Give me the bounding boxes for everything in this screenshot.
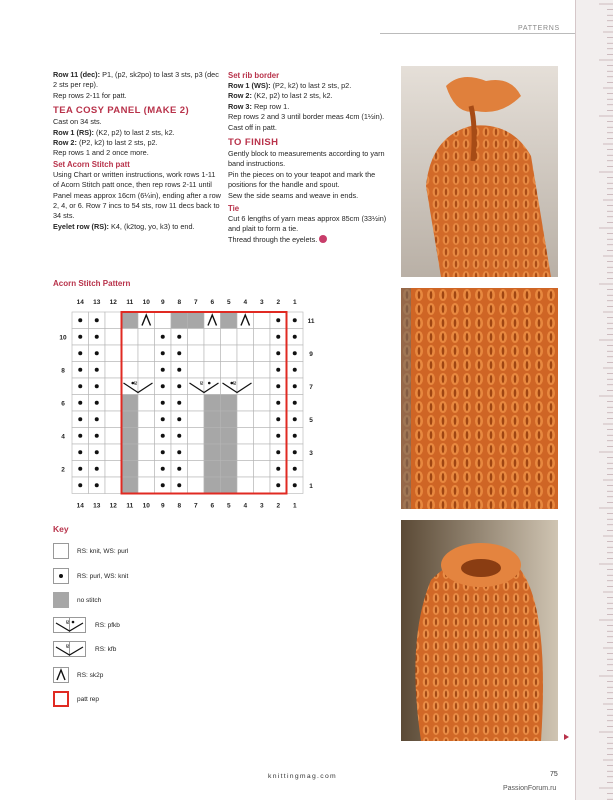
chart-cell xyxy=(105,395,122,412)
chart-cell xyxy=(138,345,155,362)
chart-row-number-right: 11 xyxy=(307,317,315,325)
rep-rows-instruction: Rep rows 1 and 2 once more. xyxy=(53,148,149,158)
purl-dot xyxy=(78,351,82,355)
key-item-knit: RS: knit, WS: purl xyxy=(53,543,128,559)
purl-dot xyxy=(78,318,82,322)
purl-dot xyxy=(276,417,280,421)
purl-dot xyxy=(78,483,82,487)
page-arrow-icon xyxy=(564,734,569,740)
chart-cell xyxy=(254,428,271,445)
chart-cell xyxy=(221,345,238,362)
purl-dot xyxy=(95,368,99,372)
chart-cell xyxy=(204,477,221,494)
key-item-kfb: ɐ RS: kfb xyxy=(53,641,116,657)
chart-cell xyxy=(237,345,254,362)
chart-cell xyxy=(221,312,238,329)
chart-cell xyxy=(221,395,238,412)
chart-cell xyxy=(138,362,155,379)
photo-tea-cosy-gathered xyxy=(401,520,558,741)
chart-row-number-left: 8 xyxy=(61,367,65,375)
purl-dot xyxy=(95,434,99,438)
chart-cell xyxy=(254,461,271,478)
chart-cell xyxy=(204,428,221,445)
chart-cell xyxy=(204,378,221,395)
acorn-stitch-chart xyxy=(50,294,340,516)
key-item-purl: RS: purl, WS: knit xyxy=(53,568,128,584)
purl-dot xyxy=(95,318,99,322)
purl-dot xyxy=(177,335,181,339)
purl-symbol xyxy=(53,568,69,584)
chart-cell xyxy=(122,312,139,329)
purl-dot xyxy=(95,450,99,454)
chart-cell xyxy=(237,461,254,478)
rib-border-heading: Set rib border xyxy=(228,71,280,80)
purl-dot xyxy=(293,318,297,322)
chart-row-number-left: 10 xyxy=(59,334,67,342)
chart-cell xyxy=(138,461,155,478)
purl-dot xyxy=(177,384,181,388)
purl-dot xyxy=(161,417,165,421)
chart-cell xyxy=(171,312,188,329)
cast-on-instruction: Cast on 34 sts. xyxy=(53,117,102,127)
purl-dot xyxy=(177,351,181,355)
photo-tea-cosy-ribs xyxy=(401,288,558,509)
set-acorn-heading: Set Acorn Stitch patt xyxy=(53,159,130,169)
photo-tea-cosy-top xyxy=(401,66,558,277)
chart-cell xyxy=(105,411,122,428)
chart-cell xyxy=(221,477,238,494)
pfkb-dot xyxy=(131,382,134,385)
chart-cell xyxy=(105,461,122,478)
chart-cell xyxy=(204,329,221,346)
chart-cell xyxy=(122,329,139,346)
chart-col-number-top: 6 xyxy=(210,299,215,306)
chart-cell xyxy=(138,378,155,395)
chart-cell xyxy=(188,329,205,346)
purl-dot xyxy=(293,434,297,438)
chart-cell xyxy=(122,411,139,428)
chart-row-number-right: 1 xyxy=(309,482,313,490)
purl-dot xyxy=(161,467,165,471)
increase-loop: ɐ xyxy=(233,381,237,387)
purl-dot xyxy=(276,401,280,405)
chart-cell xyxy=(122,428,139,445)
purl-dot xyxy=(161,335,165,339)
chart-cell xyxy=(237,378,254,395)
panel-heading: TEA COSY PANEL (MAKE 2) xyxy=(53,105,190,117)
chart-cell xyxy=(204,411,221,428)
chart-col-number-bottom: 3 xyxy=(259,502,264,510)
svg-text:ɐ: ɐ xyxy=(66,620,70,626)
chart-row-number-left: 6 xyxy=(61,400,65,408)
purl-dot xyxy=(177,368,181,372)
chart-cell xyxy=(237,329,254,346)
watermark: PassionForum.ru xyxy=(503,785,557,792)
purl-dot xyxy=(177,401,181,405)
chart-col-number-top: 14 xyxy=(76,299,84,306)
chart-cell xyxy=(237,477,254,494)
chart-cell xyxy=(237,395,254,412)
chart-col-number-bottom: 1 xyxy=(292,502,297,510)
chart-row-number-right: 5 xyxy=(309,416,313,424)
eyelet-row-instruction: Eyelet row (RS): K4, (k2tog, yo, k3) to end. xyxy=(53,221,195,231)
purl-dot xyxy=(78,368,82,372)
chart-col-number-bottom: 10 xyxy=(142,502,150,510)
no-stitch-symbol xyxy=(53,592,69,608)
purl-dot xyxy=(276,467,280,471)
chart-cell xyxy=(254,378,271,395)
chart-cell xyxy=(221,461,238,478)
key-item-no-stitch: no stitch xyxy=(53,592,101,608)
section-label: PATTERNS xyxy=(518,25,560,32)
chart-cell xyxy=(254,329,271,346)
chart-cell xyxy=(237,428,254,445)
chart-cell xyxy=(204,345,221,362)
chart-cell xyxy=(105,362,122,379)
header-rule xyxy=(380,33,575,34)
purl-dot xyxy=(177,467,181,471)
purl-dot xyxy=(276,318,280,322)
chart-cell xyxy=(138,444,155,461)
chart-cell xyxy=(237,444,254,461)
key-item-pfkb: ɐ RS: pfkb xyxy=(53,617,120,633)
row11-instruction: Row 11 (dec): P1, (p2, sk2po) to last 3 sts, p3 (dec 2 sts per rep). xyxy=(53,70,219,90)
chart-cell xyxy=(254,477,271,494)
chart-row-number-right: 7 xyxy=(309,383,313,391)
purl-dot xyxy=(276,483,280,487)
purl-dot xyxy=(78,417,82,421)
chart-cell xyxy=(138,395,155,412)
sew-instruction: Sew the side seams and weave in ends. xyxy=(228,190,359,200)
purl-dot xyxy=(293,401,297,405)
purl-dot xyxy=(276,335,280,339)
key-title: Key xyxy=(53,524,69,534)
finish-heading: TO FINISH xyxy=(228,137,279,149)
chart-cell xyxy=(188,444,205,461)
sk2p-symbol xyxy=(53,667,69,683)
purl-dot xyxy=(161,483,165,487)
purl-dot xyxy=(293,335,297,339)
patt-rep-symbol xyxy=(53,691,69,707)
pfkb-dot xyxy=(230,382,233,385)
increase-loop: ɐ xyxy=(134,381,138,387)
chart-col-number-top: 1 xyxy=(292,299,297,306)
purl-dot xyxy=(78,434,82,438)
chart-cell xyxy=(105,329,122,346)
chart-cell xyxy=(204,362,221,379)
chart-col-number-bottom: 8 xyxy=(177,502,182,510)
chart-cell xyxy=(138,428,155,445)
purl-dot xyxy=(177,417,181,421)
chart-col-number-bottom: 7 xyxy=(193,502,198,510)
purl-dot xyxy=(95,384,99,388)
block-instruction: Gently block to measurements according to yarn band instructions. xyxy=(228,149,385,169)
chart-col-number-top: 4 xyxy=(243,299,248,306)
purl-dot xyxy=(276,450,280,454)
row2-instruction: Row 2: (P2, k2) to last 2 sts, p2. xyxy=(53,138,158,148)
pfkb-symbol xyxy=(53,617,87,633)
purl-dot xyxy=(177,434,181,438)
key-item-patt-rep: patt rep xyxy=(53,691,99,707)
page-number: 75 xyxy=(550,771,558,778)
increase-loop: ɐ xyxy=(200,381,204,387)
chart-row-number-right: 3 xyxy=(309,449,313,457)
tie-heading: Tie xyxy=(228,204,240,214)
chart-cell xyxy=(122,477,139,494)
purl-dot xyxy=(293,368,297,372)
chart-col-number-top: 12 xyxy=(109,299,117,306)
chart-cell xyxy=(105,345,122,362)
chart-title: Acorn Stitch Pattern xyxy=(53,279,131,288)
set-acorn-instruction: Using Chart or written instructions, work rows 1-11 of Acorn Stitch patt once, then rep rows 2-11 until Panel meas approx 16cm (6¼in), ending after a row 2, 4, or 6. Row 7 incs to 54 sts, row 11 decs back to 34 sts. xyxy=(53,169,221,221)
chart-col-number-bottom: 2 xyxy=(276,502,281,510)
chart-cell xyxy=(188,395,205,412)
purl-dot xyxy=(177,450,181,454)
tie-instruction: Cut 6 lengths of yarn meas approx 85cm (33½in) and plait to form a tie. xyxy=(228,214,387,234)
cast-off-instruction: Cast off in patt. xyxy=(228,122,277,132)
rep-rows-instruction: Rep rows 2-11 for patt. xyxy=(53,90,127,100)
purl-dot xyxy=(78,335,82,339)
row1-instruction: Row 1 (RS): (K2, p2) to last 2 sts, k2. xyxy=(53,127,175,137)
chart-cell xyxy=(254,395,271,412)
chart-col-number-bottom: 6 xyxy=(210,502,215,510)
chart-cell xyxy=(105,378,122,395)
chart-cell xyxy=(188,428,205,445)
rib-row3-instruction: Row 3: Rep row 1. xyxy=(228,101,290,111)
chart-col-number-top: 9 xyxy=(160,299,165,306)
chart-col-number-top: 11 xyxy=(126,299,134,306)
chart-col-number-top: 7 xyxy=(193,299,198,306)
purl-dot xyxy=(293,450,297,454)
purl-dot xyxy=(161,450,165,454)
chart-col-number-top: 13 xyxy=(93,299,101,306)
chart-cell xyxy=(138,477,155,494)
purl-dot xyxy=(293,483,297,487)
chart-cell xyxy=(254,362,271,379)
chart-row-number-left: 4 xyxy=(61,433,65,441)
purl-dot xyxy=(161,351,165,355)
purl-dot xyxy=(276,434,280,438)
chart-cell xyxy=(221,411,238,428)
purl-dot xyxy=(95,401,99,405)
purl-dot xyxy=(78,401,82,405)
purl-dot xyxy=(276,351,280,355)
chart-cell xyxy=(105,312,122,329)
chart-cell xyxy=(138,411,155,428)
chart-cell xyxy=(122,444,139,461)
purl-dot xyxy=(78,450,82,454)
chart-col-number-top: 3 xyxy=(259,299,264,306)
yarn-ball-icon xyxy=(319,235,327,243)
chart-cell xyxy=(122,345,139,362)
chart-cell xyxy=(122,395,139,412)
ruler-scale xyxy=(575,0,613,800)
knit-symbol xyxy=(53,543,69,559)
chart-cell xyxy=(204,444,221,461)
chart-cell xyxy=(122,461,139,478)
chart-cell xyxy=(122,362,139,379)
chart-cell xyxy=(221,444,238,461)
purl-dot xyxy=(161,368,165,372)
chart-cell xyxy=(138,329,155,346)
chart-cell xyxy=(188,312,205,329)
chart-row-number-left: 2 xyxy=(61,466,65,474)
purl-dot xyxy=(293,417,297,421)
purl-dot xyxy=(276,384,280,388)
chart-cell xyxy=(237,411,254,428)
chart-cell xyxy=(221,362,238,379)
chart-col-number-bottom: 5 xyxy=(226,502,231,510)
purl-dot xyxy=(161,434,165,438)
purl-dot xyxy=(161,384,165,388)
chart-cell xyxy=(221,329,238,346)
purl-dot xyxy=(276,368,280,372)
chart-cell xyxy=(188,461,205,478)
thread-instruction: Thread through the eyelets. xyxy=(228,235,388,245)
instructions-column-1 xyxy=(53,70,221,232)
chart-cell xyxy=(254,312,271,329)
key-item-sk2p: RS: sk2p xyxy=(53,667,103,683)
purl-dot xyxy=(95,467,99,471)
chart-cell xyxy=(155,312,172,329)
chart-col-number-bottom: 13 xyxy=(93,502,101,510)
chart-col-number-bottom: 11 xyxy=(126,502,134,510)
chart-col-number-top: 8 xyxy=(177,299,182,306)
instructions-column-2 xyxy=(228,70,388,245)
chart-col-number-bottom: 14 xyxy=(76,502,84,510)
purl-dot xyxy=(95,351,99,355)
pfkb-dot xyxy=(208,382,211,385)
purl-dot xyxy=(293,384,297,388)
chart-cell xyxy=(188,362,205,379)
ruler xyxy=(575,0,613,800)
chart-col-number-top: 2 xyxy=(276,299,281,306)
chart-cell xyxy=(105,444,122,461)
chart-cell xyxy=(237,362,254,379)
chart-cell xyxy=(254,345,271,362)
purl-dot xyxy=(177,483,181,487)
chart-row-number-right: 9 xyxy=(309,350,313,358)
purl-dot xyxy=(95,335,99,339)
purl-dot xyxy=(95,417,99,421)
chart-col-number-bottom: 9 xyxy=(160,502,165,510)
rib-rep-instruction: Rep rows 2 and 3 until border meas 4cm (1½in). xyxy=(228,112,385,122)
chart-cell xyxy=(254,444,271,461)
chart-cell xyxy=(254,411,271,428)
rib-row1-instruction: Row 1 (WS): (P2, k2) to last 2 sts, p2. xyxy=(228,81,352,90)
svg-text:ɐ: ɐ xyxy=(66,644,70,650)
chart-cell xyxy=(204,395,221,412)
chart-col-number-top: 10 xyxy=(142,299,150,306)
chart-cell xyxy=(188,477,205,494)
chart-cell xyxy=(105,477,122,494)
purl-dot xyxy=(293,351,297,355)
chart-cell xyxy=(188,345,205,362)
purl-dot xyxy=(95,483,99,487)
purl-dot xyxy=(293,467,297,471)
chart-cell xyxy=(188,411,205,428)
purl-dot xyxy=(78,467,82,471)
chart-col-number-bottom: 12 xyxy=(109,502,117,510)
pin-instruction: Pin the pieces on to your teapot and mark the positions for the handle and spout. xyxy=(228,169,376,190)
chart-cell xyxy=(105,428,122,445)
purl-dot xyxy=(78,384,82,388)
purl-dot xyxy=(161,401,165,405)
rib-row2-instruction: Row 2: (K2, p2) to last 2 sts, k2. xyxy=(228,91,333,101)
chart-cell xyxy=(221,428,238,445)
footer-website: knittingmag.com xyxy=(268,773,337,780)
kfb-symbol xyxy=(53,641,87,657)
chart-col-number-top: 5 xyxy=(226,299,231,306)
chart-col-number-bottom: 4 xyxy=(243,502,248,510)
chart-cell xyxy=(204,461,221,478)
